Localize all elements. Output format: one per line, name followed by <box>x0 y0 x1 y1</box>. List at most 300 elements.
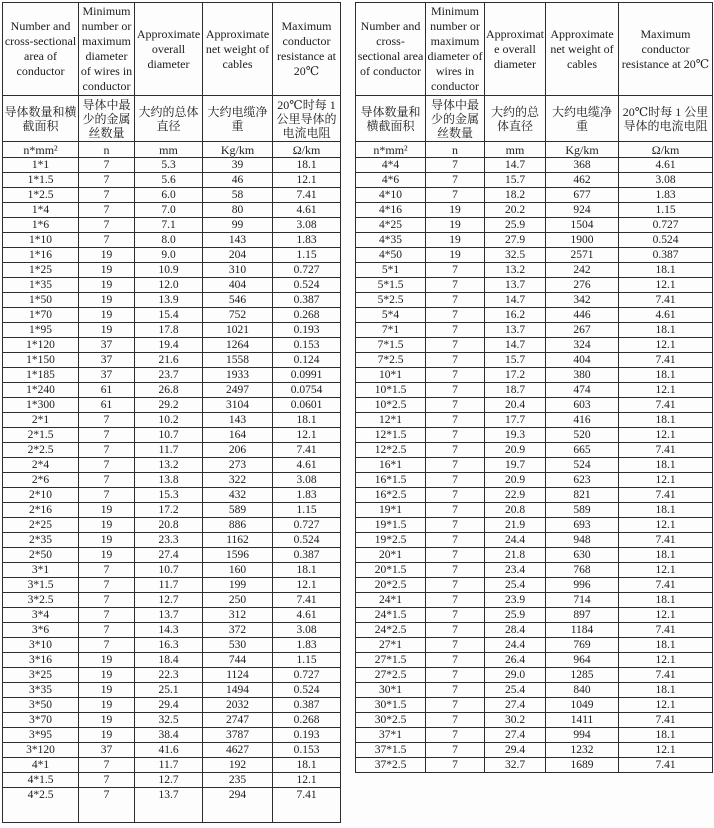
table-cell: 1*240 <box>3 383 79 398</box>
table-cell: 7 <box>426 368 485 383</box>
table-cell: 4.61 <box>273 458 341 473</box>
table-cell: 20*1 <box>356 548 426 563</box>
table-cell: 7.41 <box>273 188 341 203</box>
table-cell: 7 <box>79 158 135 173</box>
table-cell: 8.0 <box>135 233 203 248</box>
table-cell: 19 <box>79 653 135 668</box>
table-cell: 1596 <box>203 548 273 563</box>
table-cell: 0.524 <box>273 683 341 698</box>
table-cell: 7 <box>426 188 485 203</box>
table-cell: 30*2.5 <box>356 713 426 728</box>
table-cell: 4*16 <box>356 203 426 218</box>
table-row <box>356 548 713 563</box>
table-cell: 769 <box>546 638 619 653</box>
header-cell-chinese: 导体中最少的金属丝数量 <box>426 96 485 142</box>
table-cell: 1689 <box>546 758 619 773</box>
table-cell: 15.7 <box>485 173 546 188</box>
table-cell: 3.08 <box>619 173 713 188</box>
table-cell: 7.41 <box>273 443 341 458</box>
table-cell: 7 <box>426 668 485 683</box>
table-cell: 7 <box>426 683 485 698</box>
unit-cell: n <box>79 142 135 158</box>
table-cell: 19 <box>79 503 135 518</box>
table-cell: 4*50 <box>356 248 426 263</box>
table-cell: 11.7 <box>135 578 203 593</box>
header-cell-chinese: 导体中最少的金属丝数量 <box>79 96 135 142</box>
table-cell: 30*1 <box>356 683 426 698</box>
table-cell: 12.0 <box>135 278 203 293</box>
table-row <box>356 743 713 758</box>
table-cell: 416 <box>546 413 619 428</box>
table-cell: 61 <box>79 383 135 398</box>
table-cell: 7.41 <box>619 488 713 503</box>
table-cell: 19 <box>79 533 135 548</box>
table-cell: 1*185 <box>3 368 79 383</box>
table-cell: 37 <box>79 338 135 353</box>
table-cell: 3*4 <box>3 608 79 623</box>
table-cell: 267 <box>546 323 619 338</box>
table-cell: 7 <box>426 713 485 728</box>
table-cell: 61 <box>79 398 135 413</box>
table-cell: 273 <box>203 458 273 473</box>
table-cell: 18.1 <box>619 458 713 473</box>
table-cell: 20.9 <box>485 473 546 488</box>
table-cell: 3*35 <box>3 683 79 698</box>
table-cell: 1*4 <box>3 203 79 218</box>
table-row <box>3 743 341 758</box>
table-cell: 18.1 <box>273 563 341 578</box>
table-cell: 7 <box>426 473 485 488</box>
table-cell: 603 <box>546 398 619 413</box>
table-cell: 12.1 <box>619 338 713 353</box>
table-cell: 948 <box>546 533 619 548</box>
table-cell: 41.6 <box>135 743 203 758</box>
table-cell: 7 <box>426 578 485 593</box>
table-cell: 27.4 <box>485 698 546 713</box>
table-cell: 5*2.5 <box>356 293 426 308</box>
table-cell: 19 <box>426 203 485 218</box>
table-row <box>3 593 341 608</box>
table-row <box>356 383 713 398</box>
table-cell: 27.9 <box>485 233 546 248</box>
table-cell: 10*1.5 <box>356 383 426 398</box>
table-cell: 7 <box>79 623 135 638</box>
table-cell: 29.2 <box>135 398 203 413</box>
table-cell: 744 <box>203 653 273 668</box>
cable-spec-table-left <box>2 2 341 823</box>
table-row <box>3 188 341 203</box>
table-cell: 5*4 <box>356 308 426 323</box>
table-cell: 19 <box>79 668 135 683</box>
table-cell: 3*120 <box>3 743 79 758</box>
table-row <box>356 623 713 638</box>
table-cell: 235 <box>203 773 273 788</box>
table-cell: 5*1.5 <box>356 278 426 293</box>
table-cell: 19 <box>79 728 135 743</box>
table-cell: 13.8 <box>135 473 203 488</box>
table-row <box>356 638 713 653</box>
table-cell: 242 <box>546 263 619 278</box>
table-cell: 29.4 <box>485 743 546 758</box>
table-cell: 1*35 <box>3 278 79 293</box>
table-row <box>3 548 341 563</box>
table-cell: 37 <box>79 368 135 383</box>
table-cell: 7*2.5 <box>356 353 426 368</box>
table-cell: 12.1 <box>619 743 713 758</box>
table-cell: 897 <box>546 608 619 623</box>
table-row <box>3 488 341 503</box>
table-row <box>3 278 341 293</box>
table-cell: 432 <box>203 488 273 503</box>
table-row <box>3 758 341 773</box>
table-row <box>3 323 341 338</box>
table-cell: 11.7 <box>135 758 203 773</box>
table-cell: 677 <box>546 188 619 203</box>
table-cell: 1049 <box>546 698 619 713</box>
header-cell-english: Approximate net weight of cables <box>546 3 619 96</box>
header-row-units <box>3 142 341 158</box>
table-cell: 30.2 <box>485 713 546 728</box>
table-cell: 15.3 <box>135 488 203 503</box>
header-cell-english: Approximate net weight of cables <box>203 3 273 96</box>
table-cell: 372 <box>203 623 273 638</box>
table-cell: 23.3 <box>135 533 203 548</box>
table-cell: 19*1.5 <box>356 518 426 533</box>
table-cell: 192 <box>203 758 273 773</box>
table-cell: 19 <box>79 263 135 278</box>
table-cell: 21.9 <box>485 518 546 533</box>
table-row <box>356 458 713 473</box>
table-row <box>3 578 341 593</box>
table-cell: 7 <box>79 173 135 188</box>
table-cell: 520 <box>546 428 619 443</box>
table-cell: 2*25 <box>3 518 79 533</box>
table-cell: 7 <box>426 413 485 428</box>
table-cell: 924 <box>546 203 619 218</box>
table-cell: 25.9 <box>485 218 546 233</box>
table-cell: 14.7 <box>485 158 546 173</box>
table-cell: 996 <box>546 578 619 593</box>
table-cell: 0.524 <box>619 233 713 248</box>
table-cell: 14.3 <box>135 623 203 638</box>
table-cell: 18.1 <box>273 158 341 173</box>
table-row <box>356 653 713 668</box>
header-cell-chinese: 导体数量和横截面积 <box>356 96 426 142</box>
table-cell: 0.387 <box>273 293 341 308</box>
table-cell: 474 <box>546 383 619 398</box>
table-cell: 12.7 <box>135 593 203 608</box>
table-cell: 7 <box>426 593 485 608</box>
table-cell: 6.0 <box>135 188 203 203</box>
table-cell: 9.0 <box>135 248 203 263</box>
table-row <box>356 593 713 608</box>
table-cell: 1*300 <box>3 398 79 413</box>
table-cell: 714 <box>546 593 619 608</box>
table-cell: 2*16 <box>3 503 79 518</box>
table-cell: 12.1 <box>273 428 341 443</box>
table-cell: 3787 <box>203 728 273 743</box>
table-cell: 840 <box>546 683 619 698</box>
table-cell: 199 <box>203 578 273 593</box>
table-cell: 2*10 <box>3 488 79 503</box>
table-cell: 0.727 <box>273 263 341 278</box>
table-cell: 12*1 <box>356 413 426 428</box>
table-cell: 3104 <box>203 398 273 413</box>
table-row <box>356 503 713 518</box>
unit-cell: mm <box>135 142 203 158</box>
table-cell: 26.8 <box>135 383 203 398</box>
table-cell: 7 <box>79 488 135 503</box>
unit-cell: mm <box>485 142 546 158</box>
table-cell: 19 <box>79 548 135 563</box>
table-cell: 23.9 <box>485 593 546 608</box>
table-cell: 0.727 <box>273 668 341 683</box>
table-cell: 32.5 <box>135 713 203 728</box>
table-cell: 4.61 <box>273 608 341 623</box>
table-cell: 0.727 <box>273 518 341 533</box>
table-row <box>356 233 713 248</box>
table-cell: 21.8 <box>485 548 546 563</box>
header-row-english <box>356 3 713 96</box>
table-row <box>356 683 713 698</box>
table-cell: 12.1 <box>619 698 713 713</box>
table-row <box>356 293 713 308</box>
table-cell: 7 <box>79 218 135 233</box>
table-cell: 1.83 <box>619 188 713 203</box>
table-cell: 13.2 <box>135 458 203 473</box>
header-cell-chinese: 大约的总体直径 <box>135 96 203 142</box>
table-cell: 1558 <box>203 353 273 368</box>
table-cell: 7 <box>426 398 485 413</box>
header-cell-chinese: 20℃时每 1 公里导体的电流电阻 <box>273 96 341 142</box>
table-cell: 13.7 <box>135 608 203 623</box>
table-cell: 20*1.5 <box>356 563 426 578</box>
table-cell: 4*25 <box>356 218 426 233</box>
table-cell: 18.1 <box>619 548 713 563</box>
table-row <box>356 398 713 413</box>
table-cell: 0.0991 <box>273 368 341 383</box>
table-cell: 623 <box>546 473 619 488</box>
table-cell: 342 <box>546 293 619 308</box>
table-cell: 25.4 <box>485 578 546 593</box>
table-cell: 404 <box>546 353 619 368</box>
table-cell: 693 <box>546 518 619 533</box>
table-row <box>3 623 341 638</box>
table-cell: 23.7 <box>135 368 203 383</box>
table-cell: 0.524 <box>273 533 341 548</box>
table-cell: 16*1.5 <box>356 473 426 488</box>
table-cell: 5.3 <box>135 158 203 173</box>
table-cell: 4*2.5 <box>3 788 79 823</box>
table-cell: 19*1 <box>356 503 426 518</box>
table-cell: 7 <box>426 608 485 623</box>
table-row <box>356 563 713 578</box>
table-cell: 7 <box>79 458 135 473</box>
table-cell: 12.1 <box>619 653 713 668</box>
header-row-units <box>356 142 713 158</box>
tables-wrapper <box>2 2 713 823</box>
table-cell: 19 <box>79 683 135 698</box>
table-cell: 7 <box>426 353 485 368</box>
table-cell: 1*25 <box>3 263 79 278</box>
table-row <box>3 293 341 308</box>
table-cell: 12.1 <box>273 773 341 788</box>
table-row <box>3 428 341 443</box>
table-cell: 19 <box>79 698 135 713</box>
table-cell: 3.08 <box>273 623 341 638</box>
table-cell: 26.4 <box>485 653 546 668</box>
table-cell: 7 <box>79 443 135 458</box>
header-cell-english: Number and cross-sectional area of conductor <box>3 3 79 96</box>
table-cell: 24*2.5 <box>356 623 426 638</box>
table-cell: 3*16 <box>3 653 79 668</box>
table-cell: 13.7 <box>485 323 546 338</box>
table-cell: 1264 <box>203 338 273 353</box>
table-cell: 462 <box>546 173 619 188</box>
table-cell: 18.1 <box>619 593 713 608</box>
table-cell: 530 <box>203 638 273 653</box>
table-row <box>356 218 713 233</box>
table-cell: 2*50 <box>3 548 79 563</box>
table-cell: 7 <box>426 443 485 458</box>
table-cell: 752 <box>203 308 273 323</box>
table-cell: 27*1.5 <box>356 653 426 668</box>
table-row <box>356 353 713 368</box>
unit-cell: n*mm² <box>3 142 79 158</box>
table-cell: 665 <box>546 443 619 458</box>
table-cell: 7 <box>426 698 485 713</box>
table-cell: 0.268 <box>273 713 341 728</box>
table-cell: 24*1.5 <box>356 608 426 623</box>
table-cell: 18.1 <box>619 683 713 698</box>
table-row <box>356 758 713 773</box>
header-cell-chinese: 大约的总体直径 <box>485 96 546 142</box>
table-cell: 13.7 <box>135 788 203 823</box>
table-cell: 10*1 <box>356 368 426 383</box>
table-row <box>3 713 341 728</box>
table-cell: 768 <box>546 563 619 578</box>
table-cell: 7 <box>426 623 485 638</box>
table-cell: 11.7 <box>135 443 203 458</box>
table-cell: 1.15 <box>273 248 341 263</box>
table-cell: 16.3 <box>135 638 203 653</box>
table-cell: 7 <box>426 323 485 338</box>
header-cell-chinese: 大约电缆净重 <box>203 96 273 142</box>
table-cell: 7.0 <box>135 203 203 218</box>
table-cell: 1900 <box>546 233 619 248</box>
header-cell-english: Minimum number or maximum diameter of wires in conductor <box>79 3 135 96</box>
table-row <box>3 788 341 823</box>
table-cell: 2*1 <box>3 413 79 428</box>
table-cell: 7 <box>79 188 135 203</box>
table-cell: 7 <box>79 233 135 248</box>
table-cell: 27.4 <box>485 728 546 743</box>
table-cell: 1411 <box>546 713 619 728</box>
table-cell: 2*1.5 <box>3 428 79 443</box>
table-cell: 0.193 <box>273 728 341 743</box>
table-cell: 19 <box>79 713 135 728</box>
table-cell: 1232 <box>546 743 619 758</box>
table-cell: 13.9 <box>135 293 203 308</box>
table-cell: 18.1 <box>619 368 713 383</box>
unit-cell: n <box>426 142 485 158</box>
table-cell: 0.727 <box>619 218 713 233</box>
table-cell: 4.61 <box>619 158 713 173</box>
table-cell: 546 <box>203 293 273 308</box>
header-cell-chinese: 大约电缆净重 <box>546 96 619 142</box>
table-row <box>356 668 713 683</box>
table-cell: 1*150 <box>3 353 79 368</box>
table-cell: 18.4 <box>135 653 203 668</box>
table-cell: 7 <box>79 578 135 593</box>
table-cell: 32.7 <box>485 758 546 773</box>
table-cell: 4*35 <box>356 233 426 248</box>
table-cell: 37 <box>79 353 135 368</box>
table-cell: 7 <box>426 533 485 548</box>
table-cell: 964 <box>546 653 619 668</box>
table-cell: 16.2 <box>485 308 546 323</box>
table-cell: 1021 <box>203 323 273 338</box>
table-cell: 3*1.5 <box>3 578 79 593</box>
header-row-english <box>3 3 341 96</box>
table-cell: 18.1 <box>619 728 713 743</box>
table-cell: 17.7 <box>485 413 546 428</box>
table-cell: 12*1.5 <box>356 428 426 443</box>
table-cell: 99 <box>203 218 273 233</box>
table-cell: 143 <box>203 233 273 248</box>
table-cell: 143 <box>203 413 273 428</box>
table-cell: 7 <box>426 638 485 653</box>
table-cell: 7 <box>79 428 135 443</box>
table-cell: 324 <box>546 338 619 353</box>
table-row <box>356 728 713 743</box>
table-cell: 46 <box>203 173 273 188</box>
table-cell: 7*1 <box>356 323 426 338</box>
table-cell: 19 <box>426 218 485 233</box>
table-cell: 1162 <box>203 533 273 548</box>
table-cell: 19 <box>79 278 135 293</box>
table-row <box>356 518 713 533</box>
table-cell: 4.61 <box>619 308 713 323</box>
table-cell: 19 <box>426 233 485 248</box>
header-cell-chinese: 20℃时每 1 公里导体的电流电阻 <box>619 96 713 142</box>
table-cell: 589 <box>203 503 273 518</box>
table-cell: 18.1 <box>619 323 713 338</box>
table-row <box>3 368 341 383</box>
table-row <box>3 728 341 743</box>
table-cell: 12*2.5 <box>356 443 426 458</box>
table-cell: 0.153 <box>273 338 341 353</box>
table-cell: 19 <box>79 518 135 533</box>
table-cell: 7 <box>426 503 485 518</box>
table-row <box>3 158 341 173</box>
table-cell: 2032 <box>203 698 273 713</box>
table-cell: 18.1 <box>619 503 713 518</box>
table-cell: 7 <box>426 308 485 323</box>
table-cell: 37*1.5 <box>356 743 426 758</box>
table-row <box>356 413 713 428</box>
table-cell: 20.2 <box>485 203 546 218</box>
table-cell: 27.4 <box>135 548 203 563</box>
table-cell: 12.1 <box>619 608 713 623</box>
table-row <box>356 338 713 353</box>
table-cell: 160 <box>203 563 273 578</box>
table-header-left <box>3 3 341 158</box>
header-cell-english: Maximum conductor resistance at 20℃ <box>619 3 713 96</box>
table-cell: 7 <box>79 473 135 488</box>
table-cell: 12.1 <box>619 563 713 578</box>
table-cell: 3*6 <box>3 623 79 638</box>
